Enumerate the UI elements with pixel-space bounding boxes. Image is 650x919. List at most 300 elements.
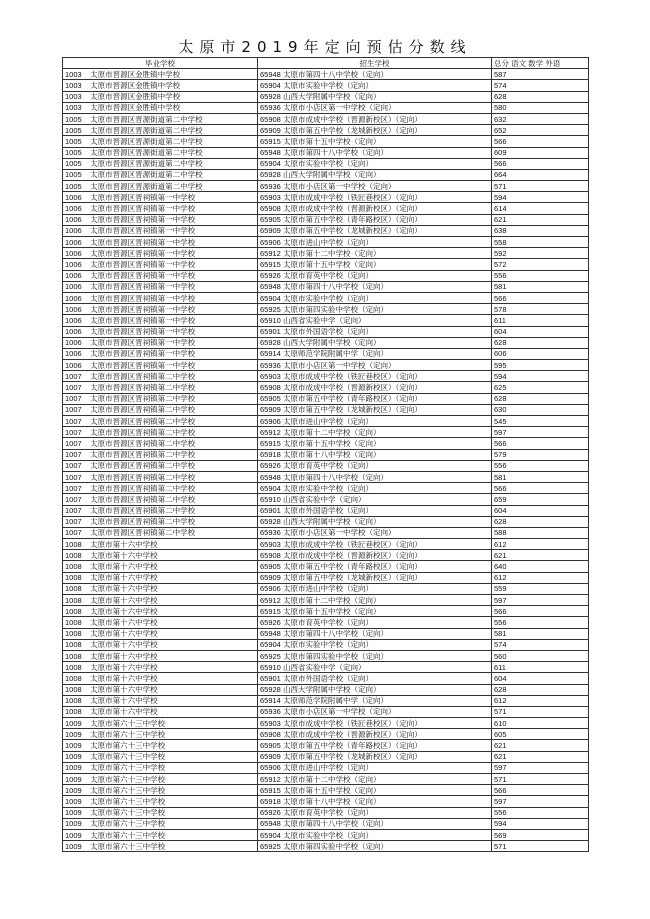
table-row (63, 91, 589, 102)
enroll-school-cell (258, 527, 492, 538)
enroll-school-cell (258, 583, 492, 594)
enroll-school-name: 太原市进山中学校（定向） (282, 237, 373, 247)
enroll-school-code: 65901 (260, 673, 281, 683)
score-cell: 579 (492, 449, 589, 460)
table-row (63, 326, 589, 337)
grad-school-name: 太原市晋源区金胜镇中学校 (90, 103, 181, 113)
score-cell: 566 (492, 785, 589, 796)
grad-school-cell (63, 427, 258, 438)
grad-school-code: 1008 (65, 685, 82, 695)
enroll-school-name: 山西大学附属中学校（定向） (282, 170, 381, 180)
enroll-school-name: 太原市小店区第一中学校（定向） (282, 181, 396, 191)
enroll-school-code: 65903 (260, 539, 281, 549)
grad-school-code: 1008 (65, 606, 82, 616)
score-cell: 625 (492, 382, 589, 393)
grad-school-code: 1008 (65, 651, 82, 661)
grad-school-cell (63, 583, 258, 594)
enroll-school-name: 太原市第五中学校（青年路校区）（定向） (282, 215, 422, 225)
enroll-school-name: 山西大学附属中学校（定向） (282, 517, 381, 527)
table-row (63, 807, 589, 818)
grad-school-cell (63, 259, 258, 270)
enroll-school-code: 65905 (260, 562, 281, 572)
table-row (63, 393, 589, 404)
table-row (63, 639, 589, 650)
table-row (63, 471, 589, 482)
grad-school-name: 太原市晋源区晋源街道第二中学校 (90, 136, 203, 146)
enroll-school-cell (258, 695, 492, 706)
table-row (63, 751, 589, 762)
enroll-school-name: 太原市第十八中学校（定向） (282, 796, 381, 806)
grad-school-code: 1009 (65, 718, 82, 728)
score-cell: 595 (492, 360, 589, 371)
enroll-school-cell (258, 169, 492, 180)
grad-school-cell (63, 841, 258, 852)
grad-school-name: 太原市第六十三中学校 (90, 785, 166, 795)
enroll-school-cell (258, 449, 492, 460)
enroll-school-code: 65928 (260, 517, 281, 527)
enroll-school-code: 65912 (260, 595, 281, 605)
grad-school-name: 太原市第十六中学校 (90, 595, 158, 605)
score-cell: 566 (492, 606, 589, 617)
enroll-school-code: 65936 (260, 181, 281, 191)
score-cell: 640 (492, 561, 589, 572)
enroll-school-code: 65903 (260, 192, 281, 202)
grad-school-code: 1003 (65, 92, 82, 102)
grad-school-cell (63, 729, 258, 740)
enroll-school-name: 太原市育英中学校（定向） (282, 271, 373, 281)
score-cell: 597 (492, 796, 589, 807)
grad-school-code: 1009 (65, 819, 82, 829)
enroll-school-name: 太原市成成中学校（晋源新校区）（定向） (282, 729, 422, 739)
grad-school-name: 太原市第十六中学校 (90, 617, 158, 627)
grad-school-code: 1009 (65, 774, 82, 784)
enroll-school-cell (258, 158, 492, 169)
enroll-school-name: 太原市实验中学校（定向） (282, 80, 373, 90)
table-row (63, 494, 589, 505)
enroll-school-cell (258, 192, 492, 203)
enroll-school-cell (258, 751, 492, 762)
score-cell: 556 (492, 460, 589, 471)
score-cell: 578 (492, 304, 589, 315)
enroll-school-cell (258, 416, 492, 427)
grad-school-cell (63, 460, 258, 471)
page-title: 太原市2019年定向预估分数线 (178, 38, 472, 56)
enroll-school-code: 65909 (260, 125, 281, 135)
table-row (63, 225, 589, 236)
enroll-school-cell (258, 483, 492, 494)
grad-school-name: 太原市第六十三中学校 (90, 830, 166, 840)
score-cell: 566 (492, 483, 589, 494)
enroll-school-code: 65926 (260, 461, 281, 471)
table-row (63, 628, 589, 639)
enroll-school-code: 65906 (260, 416, 281, 426)
table-row (63, 404, 589, 415)
enroll-school-name: 太原市第五中学校（青年路校区）（定向） (282, 394, 422, 404)
header-grad-school: 毕业学校 (63, 58, 258, 69)
grad-school-name: 太原市晋源区晋祠镇第二中学校 (90, 383, 196, 393)
enroll-school-name: 太原市小店区第一中学校（定向） (282, 360, 396, 370)
enroll-school-name: 太原市第四十八中学校（定向） (282, 69, 388, 79)
grad-school-code: 1005 (65, 148, 82, 158)
grad-school-code: 1009 (65, 729, 82, 739)
grad-school-cell (63, 214, 258, 225)
table-row (63, 516, 589, 527)
grad-school-name: 太原市第十六中学校 (90, 573, 158, 583)
table-row (63, 382, 589, 393)
enroll-school-code: 65905 (260, 215, 281, 225)
score-cell: 574 (492, 80, 589, 91)
grad-school-name: 太原市第六十三中学校 (90, 796, 166, 806)
score-cell: 594 (492, 818, 589, 829)
score-cell: 632 (492, 113, 589, 124)
grad-school-cell (63, 527, 258, 538)
grad-school-name: 太原市晋源区晋祠镇第二中学校 (90, 528, 196, 538)
table-row (63, 572, 589, 583)
grad-school-name: 太原市第六十三中学校 (90, 808, 166, 818)
enroll-school-name: 太原市第十五中学校（定向） (282, 606, 381, 616)
score-cell: 588 (492, 527, 589, 538)
grad-school-name: 太原市第十六中学校 (90, 685, 158, 695)
score-cell: 621 (492, 740, 589, 751)
grad-school-code: 1009 (65, 741, 82, 751)
enroll-school-name: 太原市外国语学校（定向） (282, 506, 373, 516)
enroll-school-cell (258, 214, 492, 225)
grad-school-name: 太原市晋源区晋祠镇第二中学校 (90, 394, 196, 404)
grad-school-cell (63, 416, 258, 427)
table-row (63, 706, 589, 717)
enroll-school-name: 太原市第十二中学校（定向） (282, 774, 381, 784)
enroll-school-code: 65912 (260, 248, 281, 258)
grad-school-code: 1006 (65, 192, 82, 202)
grad-school-code: 1006 (65, 248, 82, 258)
table-row (63, 292, 589, 303)
table-row (63, 483, 589, 494)
enroll-school-cell (258, 248, 492, 259)
grad-school-name: 太原市晋源区金胜镇中学校 (90, 92, 181, 102)
grad-school-cell (63, 404, 258, 415)
grad-school-name: 太原市晋源区晋源街道第二中学校 (90, 148, 203, 158)
enroll-school-name: 太原市第四十八中学校（定向） (282, 148, 388, 158)
grad-school-code: 1007 (65, 506, 82, 516)
enroll-school-code: 65904 (260, 293, 281, 303)
grad-school-code: 1007 (65, 461, 82, 471)
table-row (63, 169, 589, 180)
enroll-school-code: 65906 (260, 763, 281, 773)
grad-school-name: 太原市晋源区晋源街道第二中学校 (90, 159, 203, 169)
grad-school-name: 太原市第六十三中学校 (90, 752, 166, 762)
grad-school-code: 1006 (65, 349, 82, 359)
table-row (63, 650, 589, 661)
grad-school-code: 1006 (65, 226, 82, 236)
grad-school-code: 1009 (65, 830, 82, 840)
grad-school-name: 太原市晋源区晋祠镇第一中学校 (90, 327, 196, 337)
grad-school-code: 1008 (65, 617, 82, 627)
enroll-school-code: 65903 (260, 371, 281, 381)
score-cell: 587 (492, 69, 589, 80)
grad-school-cell (63, 136, 258, 147)
score-cell: 664 (492, 169, 589, 180)
table-row (63, 315, 589, 326)
grad-school-name: 太原市第六十三中学校 (90, 741, 166, 751)
grad-school-cell (63, 628, 258, 639)
enroll-school-cell (258, 438, 492, 449)
enroll-school-name: 太原市进山中学校（定向） (282, 763, 373, 773)
grad-school-cell (63, 158, 258, 169)
enroll-school-name: 太原市第五中学校（龙城新校区）（定向） (282, 125, 422, 135)
enroll-school-cell (258, 427, 492, 438)
enroll-school-cell (258, 650, 492, 661)
enroll-school-code: 65948 (260, 148, 281, 158)
grad-school-code: 1009 (65, 796, 82, 806)
enroll-school-name: 太原市实验中学校（定向） (282, 293, 373, 303)
enroll-school-code: 65925 (260, 841, 281, 851)
enroll-school-code: 65910 (260, 494, 281, 504)
enroll-school-code: 65908 (260, 114, 281, 124)
score-cell: 594 (492, 192, 589, 203)
grad-school-cell (63, 225, 258, 236)
grad-school-cell (63, 650, 258, 661)
enroll-school-name: 太原市成成中学校（晋源新校区）（定向） (282, 383, 422, 393)
grad-school-cell (63, 718, 258, 729)
grad-school-name: 太原市第十六中学校 (90, 662, 158, 672)
table-row (63, 270, 589, 281)
enroll-school-cell (258, 818, 492, 829)
enroll-school-code: 65912 (260, 427, 281, 437)
enroll-school-code: 65948 (260, 629, 281, 639)
table-row (63, 829, 589, 840)
grad-school-code: 1007 (65, 483, 82, 493)
enroll-school-name: 山西省实验中学（定向） (282, 315, 366, 325)
grad-school-code: 1007 (65, 528, 82, 538)
enroll-school-name: 太原市第十五中学校（定向） (282, 785, 381, 795)
grad-school-code: 1008 (65, 562, 82, 572)
table-row (63, 438, 589, 449)
grad-school-cell (63, 348, 258, 359)
enroll-school-code: 65905 (260, 394, 281, 404)
enroll-school-cell (258, 348, 492, 359)
enroll-school-cell (258, 561, 492, 572)
grad-school-name: 太原市第十六中学校 (90, 584, 158, 594)
score-cell: 572 (492, 259, 589, 270)
enroll-school-code: 65909 (260, 405, 281, 415)
grad-school-cell (63, 382, 258, 393)
score-cell: 604 (492, 505, 589, 516)
score-cell: 558 (492, 237, 589, 248)
grad-school-name: 太原市晋源区晋源街道第二中学校 (90, 170, 203, 180)
grad-school-cell (63, 315, 258, 326)
grad-school-name: 太原市晋源区金胜镇中学校 (90, 69, 181, 79)
enroll-school-cell (258, 360, 492, 371)
enroll-school-cell (258, 259, 492, 270)
enroll-school-cell (258, 606, 492, 617)
enroll-school-cell (258, 684, 492, 695)
grad-school-cell (63, 326, 258, 337)
grad-school-code: 1008 (65, 696, 82, 706)
score-cell: 545 (492, 416, 589, 427)
grad-school-name: 太原市晋源区晋祠镇第一中学校 (90, 248, 196, 258)
grad-school-code: 1007 (65, 472, 82, 482)
grad-school-code: 1008 (65, 573, 82, 583)
grad-school-code: 1005 (65, 170, 82, 180)
grad-school-cell (63, 270, 258, 281)
table-row (63, 550, 589, 561)
grad-school-cell (63, 695, 258, 706)
enroll-school-name: 太原市成成中学校（铁匠巷校区）（定向） (282, 371, 422, 381)
grad-school-code: 1008 (65, 539, 82, 549)
enroll-school-code: 65915 (260, 785, 281, 795)
enroll-school-code: 65936 (260, 103, 281, 113)
grad-school-code: 1006 (65, 259, 82, 269)
grad-school-code: 1007 (65, 427, 82, 437)
grad-school-code: 1005 (65, 125, 82, 135)
grad-school-cell (63, 606, 258, 617)
enroll-school-name: 太原市实验中学校（定向） (282, 483, 373, 493)
table-row (63, 785, 589, 796)
enroll-school-code: 65915 (260, 136, 281, 146)
enroll-school-name: 太原市育英中学校（定向） (282, 617, 373, 627)
table-row (63, 348, 589, 359)
table-row (63, 304, 589, 315)
table-row (63, 125, 589, 136)
enroll-school-name: 太原市第十五中学校（定向） (282, 438, 381, 448)
enroll-school-cell (258, 404, 492, 415)
table-row (63, 214, 589, 225)
grad-school-name: 太原市第六十三中学校 (90, 729, 166, 739)
enroll-school-name: 太原市第十二中学校（定向） (282, 248, 381, 258)
enroll-school-name: 山西大学附属中学校（定向） (282, 338, 381, 348)
grad-school-code: 1008 (65, 629, 82, 639)
score-cell: 628 (492, 516, 589, 527)
grad-school-code: 1003 (65, 103, 82, 113)
enroll-school-code: 65926 (260, 271, 281, 281)
grad-school-code: 1003 (65, 69, 82, 79)
grad-school-code: 1008 (65, 595, 82, 605)
grad-school-name: 太原市晋源区晋祠镇第二中学校 (90, 472, 196, 482)
enroll-school-cell (258, 785, 492, 796)
grad-school-cell (63, 572, 258, 583)
enroll-school-code: 65928 (260, 685, 281, 695)
enroll-school-code: 65912 (260, 774, 281, 784)
table-row (63, 371, 589, 382)
grad-school-code: 1007 (65, 394, 82, 404)
score-cell: 612 (492, 539, 589, 550)
grad-school-cell (63, 774, 258, 785)
enroll-school-code: 65926 (260, 808, 281, 818)
table-row (63, 158, 589, 169)
enroll-school-cell (258, 841, 492, 852)
score-cell: 574 (492, 639, 589, 650)
grad-school-name: 太原市晋源区晋祠镇第二中学校 (90, 438, 196, 448)
grad-school-name: 太原市晋源区晋祠镇第二中学校 (90, 371, 196, 381)
grad-school-code: 1009 (65, 785, 82, 795)
table-row (63, 80, 589, 91)
enroll-school-name: 山西省实验中学（定向） (282, 494, 366, 504)
enroll-school-cell (258, 69, 492, 80)
enroll-school-cell (258, 505, 492, 516)
enroll-school-name: 太原市育英中学校（定向） (282, 808, 373, 818)
enroll-school-cell (258, 337, 492, 348)
enroll-school-code: 65918 (260, 796, 281, 806)
grad-school-name: 太原市第十六中学校 (90, 651, 158, 661)
grad-school-name: 太原市晋源区晋源街道第二中学校 (90, 181, 203, 191)
grad-school-code: 1008 (65, 707, 82, 717)
table-header-row (63, 58, 589, 69)
grad-school-name: 太原市晋源区晋祠镇第二中学校 (90, 461, 196, 471)
score-cell: 581 (492, 628, 589, 639)
enroll-school-name: 太原市第四十八中学校（定向） (282, 819, 388, 829)
table-row (63, 203, 589, 214)
grad-school-name: 太原市晋源区晋祠镇第二中学校 (90, 416, 196, 426)
enroll-school-code: 65901 (260, 506, 281, 516)
grad-school-name: 太原市晋源区晋祠镇第一中学校 (90, 338, 196, 348)
enroll-school-name: 山西大学附属中学校（定向） (282, 685, 381, 695)
grad-school-code: 1006 (65, 271, 82, 281)
enroll-school-cell (258, 315, 492, 326)
table-row (63, 718, 589, 729)
score-cell: 581 (492, 281, 589, 292)
grad-school-cell (63, 69, 258, 80)
grad-school-cell (63, 684, 258, 695)
table-row (63, 539, 589, 550)
grad-school-cell (63, 751, 258, 762)
grad-school-name: 太原市第十六中学校 (90, 696, 158, 706)
grad-school-name: 太原市晋源区晋祠镇第二中学校 (90, 517, 196, 527)
score-cell: 556 (492, 617, 589, 628)
enroll-school-code: 65948 (260, 472, 281, 482)
table-row (63, 192, 589, 203)
enroll-school-code: 65903 (260, 718, 281, 728)
enroll-school-cell (258, 393, 492, 404)
score-cell: 581 (492, 471, 589, 482)
table-row (63, 69, 589, 80)
table-row (63, 181, 589, 192)
table-row (63, 449, 589, 460)
score-cell: 566 (492, 136, 589, 147)
score-cell: 556 (492, 270, 589, 281)
enroll-school-cell (258, 595, 492, 606)
grad-school-code: 1009 (65, 752, 82, 762)
enroll-school-name: 太原市第五中学校（龙城新校区）（定向） (282, 752, 422, 762)
enroll-school-name: 太原市小店区第一中学校（定向） (282, 103, 396, 113)
score-cell: 597 (492, 595, 589, 606)
grad-school-code: 1006 (65, 304, 82, 314)
grad-school-cell (63, 203, 258, 214)
grad-school-code: 1007 (65, 438, 82, 448)
score-table (62, 57, 589, 852)
grad-school-name: 太原市晋源区晋源街道第二中学校 (90, 114, 203, 124)
enroll-school-cell (258, 639, 492, 650)
grad-school-code: 1007 (65, 450, 82, 460)
grad-school-code: 1006 (65, 338, 82, 348)
enroll-school-code: 65910 (260, 662, 281, 672)
enroll-school-name: 太原市育英中学校（定向） (282, 461, 373, 471)
score-cell: 628 (492, 337, 589, 348)
grad-school-code: 1005 (65, 181, 82, 191)
grad-school-name: 太原市第六十三中学校 (90, 841, 166, 851)
grad-school-cell (63, 829, 258, 840)
enroll-school-name: 太原市第五中学校（青年路校区）（定向） (282, 562, 422, 572)
enroll-school-cell (258, 203, 492, 214)
table-row (63, 147, 589, 158)
grad-school-cell (63, 471, 258, 482)
grad-school-name: 太原市晋源区晋祠镇第一中学校 (90, 192, 196, 202)
score-cell: 638 (492, 225, 589, 236)
enroll-school-name: 太原市成成中学校（晋源新校区）（定向） (282, 114, 422, 124)
enroll-school-code: 65904 (260, 483, 281, 493)
table-row (63, 729, 589, 740)
score-cell: 571 (492, 841, 589, 852)
grad-school-name: 太原市第十六中学校 (90, 550, 158, 560)
